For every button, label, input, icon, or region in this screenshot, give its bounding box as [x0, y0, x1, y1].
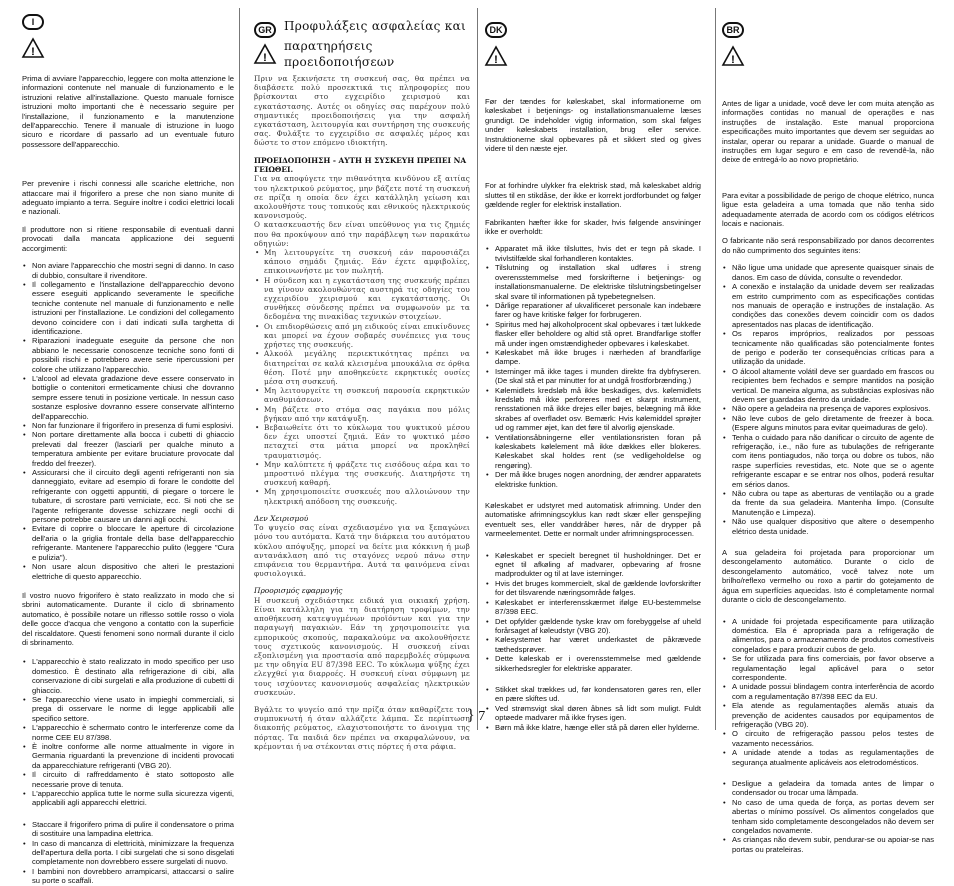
- list-item: • Non far funzionare il frigorifero in presenza di fumi esplosivi.: [22, 421, 234, 430]
- list-item: • Riparazioni inadeguate eseguite da persone che non abbiano le necessarie conoscenze tecniche sono fonti di possibili rischi e potrebbero avere serie ripercussioni per colore che utilizzano l'apparecchio.: [22, 336, 234, 374]
- list-item: • Μη βάζετε στο στόμα σας παγάκια που μόλις βγήκαν από την κατάψυξη.: [254, 405, 470, 423]
- list-item: • Staccare il frigorifero prima di pulire il condensatore o prima di sostituire una lampadina elettrica.: [22, 820, 234, 839]
- svg-text:!: !: [731, 54, 735, 66]
- list-item: • Il circuito di raffreddamento è stato sottoposto alle necessarie prove di tenuta.: [22, 770, 234, 789]
- list-item: • Se for utilizada para fins comerciais, por favor observe a regulamentação legal aplicável para o setor correspondente.: [722, 654, 934, 682]
- list-item: • O álcool altamente volátil deve ser guardado em frascos ou recipientes bem fechados e sempre mantidos na posição vertical. De maneira alguma, as substâncias explosivas não devem ser guardadas dentro da unidade.: [722, 367, 934, 405]
- language-badge-it: I: [22, 14, 44, 30]
- list-item: • Não use qualquer dispositivo que altere o desempenho elétrico desta unidade.: [722, 517, 934, 536]
- column-italian: [22, 0, 234, 886]
- list-item: • Αλκοόλ μεγάλης περιεκτικότητας πρέπει να διατηρείται σε καλά κλεισμένα μπουκάλια σε όρθια θέση. Ποτέ μην αποθηκεύετε εκρηκτικές ουσίες μέσα στη συσκευή.: [254, 349, 470, 386]
- warning-triangle-icon: [22, 38, 44, 58]
- list-item: • Οι επιδιορθώσεις από μη ειδικούς είναι επικίνδυνες και μπορεί να έχουν σοβαρές συνέπειες για τους χρήστες της συσκευής.: [254, 322, 470, 350]
- liability-intro: Il produttore non si ritiene responsabile di eventuali danni provocati dalla mancata applicazione dei seguenti accorgimenti:: [22, 224, 234, 253]
- list-item: • Μην καλύπτετε ή φράζετε τις εισόδους αέρα και το μπροστινό πλέγμα της συσκευής. Διατηρήστε τη συσκευή καθαρή.: [254, 460, 470, 488]
- safety-list: [22, 261, 234, 581]
- svg-text:!: !: [263, 52, 267, 64]
- list-item: • Der må ikke bruges nogen anordning, der ændrer apparatets elektriske funktion.: [485, 470, 701, 489]
- section-heading: ΠΡΟΕΙΔΟΠΟΙΗΣΗ - ΑΥΤΗ Η ΣΥΣΚΕΥΗ ΠΡΕΠΕΙ ΝΑ ΓΕΙΩΘΕΙ.: [254, 155, 467, 175]
- list-item: • Os reparos impróprios, realizados por pessoas tecnicamente não qualificadas são potencialmente fontes de perigo e poderão ter consequências críticas para a utilização da unidade.: [722, 329, 934, 367]
- list-item: • Tilslutning og installation skal udføres i streng overensstemmelse med forskrifterne i betjenings- og installationsmanualerne. De elektriske tilslutningsbetingelser skal svare til informationen på typebetegnelsen.: [485, 263, 701, 301]
- language-badge-br: BR: [722, 22, 744, 38]
- list-item: • Μη χρησιμοποιείτε συσκευές που αλλοιώνουν την ηλεκτρική απόδοση της συσκευής.: [254, 487, 470, 505]
- grounding-warning: Para evitar a possibilidade de perigo de choque elétrico, nunca ligue esta geladeira a uma tomada que não tenha sido adequadamente aterrada de acordo com os códigos elétricos locais e nacionais.: [722, 190, 934, 229]
- list-item: • L'apparecchio applica tutte le norme sulla sicurezza vigenti, applicabili agli apparecchi elettrici.: [22, 789, 234, 808]
- liability-intro: Ο κατασκευαστής δεν είναι υπεύθυνος για τις ζημιές που θα προκύψουν από την παράβλεψη των παρακάτω οδηγιών:: [254, 220, 470, 248]
- usage-list: [722, 617, 934, 768]
- usage-list: [485, 551, 701, 673]
- list-item: • Apparatet må ikke tilsluttes, hvis det er tegn på skade. I tvivlstilfælde skal forhandleren kontaktes.: [485, 244, 701, 263]
- list-item: • Stikket skal trækkes ud, før kondensatoren gøres ren, eller en pære skiftes ud.: [485, 685, 701, 704]
- list-item: • Kølesystemet har været underkastet de påkrævede tæthedsprøver.: [485, 635, 701, 654]
- list-item: • Assicurarsi che il circuito degli agenti refrigeranti non sia danneggiato, evitare ad esempio di forare le condotte del refrigerante con oggetti appuntiti, di piegare o torcere le tubature, di scrostare parti verniciate, ecc. Si noti che se l'agente refrigerante dovesse schizzare negli occhi di persone potrebbe causare un danni agli occhi.: [22, 468, 234, 524]
- page-number-value: 7: [478, 709, 486, 724]
- brace-glyph: }: [467, 707, 475, 724]
- maintenance-list: [22, 820, 234, 886]
- column-divider-2: [477, 8, 478, 730]
- list-item: • Μη λειτουργείτε τη συσκευή παρουσία εκρηκτικών αναθυμιάσεων.: [254, 386, 470, 404]
- list-item: • È inoltre conforme alle norme attualmente in vigore in Germania riguardanti la prevenzione di incidenti provocati da apparecchiature refrigeranti (VBG 20).: [22, 742, 234, 770]
- section-heading: Δεν Χειρισμού: [254, 513, 309, 523]
- intro-paragraph: Πριν να ξεκινήσετε τη συσκευή σας, θα πρέπει να διαβάσετε πολύ προσεκτικά τις πληροφορίες που βρίσκονται στο εγχειρίδιο χειρισμού και εγκατάστασης. Αυτές οι οδηγίες σας παρέχουν πολύ σημαντικές προειδοποιήσεις για την ασφαλή εγκατάσταση, λειτουργία και συντήρηση της συσκευής σας. Φυλάξτε το εγχειρίδιο σε ασφαλές μέρος και δώστε το στον επόμενο ιδιοκτήτη.: [254, 74, 470, 148]
- column-divider-1: [239, 8, 240, 730]
- defrost-paragraph: A sua geladeira foi projetada para proporcionar um descongelamento automático. Durante o ciclo de descongelamento automático, você talvez note um brilho/reflexo vermelho ou roxo a partir do gotejamento de água em superfícies aquecidas. Isto é completamente normal durante o ciclo de descongelamento.: [722, 548, 934, 605]
- list-item: • I bambini non dovrebbero arrampicarsi, attaccarsi o salire su porte o scaffali.: [22, 867, 234, 886]
- safety-list: [254, 248, 470, 506]
- list-item: • Dårlige reparationer af ukvalificeret personale kan indebære farer og have kritiske følger for forbrugeren.: [485, 301, 701, 320]
- list-item: • O circuito de refrigeração passou pelos testes de vazamento necessários.: [722, 729, 934, 748]
- grounding-warning: Για να αποφύγετε την πιθανότητα κινδύνου εξ αιτίας του ηλεκτρικού ρεύματος, μην βάζετε ποτέ τη συσκευή σε πρίζα η οποία δεν έχει κατάλληλη γείωση και ακολουθήστε τους τοπικούς και εθνικούς ηλεκτρικούς κανονισμούς.: [254, 174, 470, 221]
- liability-intro: O fabricante não será responsabilizado por danos decorrentes do não cumprimento dos seguintes itens:: [722, 236, 934, 255]
- list-item: • A conexão e instalação da unidade devem ser realizadas em estrito cumprimento com as especificações contidas nos manuais de operação e instruções de instalação. As condições das conexões devem coincidir com os dados apresentados nas placas de identificação.: [722, 282, 934, 329]
- list-item: • Il collegamento e l'installazione dell'apparecchio devono essere eseguiti applicando severamente le specifiche tecniche contenute nel manuale di funzionamento e nelle istruzioni per l'installazione. Le condizioni del collegamento devono coincidere con i dati indicati sulla targhetta di identificazione.: [22, 280, 234, 336]
- list-item: • Se l'apparecchio viene usato in impieghi commerciali, si prega di osservare le norme di legge applicabili alle specifico settore.: [22, 695, 234, 723]
- list-item: • Køleskabet er specielt beregnet til husholdninger. Det er egnet til afkøling af madvarer, opbevaring af frosne madprodukter og til at lave isterninger.: [485, 551, 701, 579]
- list-item: • A unidade atende a todas as regulamentações de segurança atualmente aplicáveis aos eletrodomésticos.: [722, 748, 934, 767]
- page-title: [284, 18, 470, 70]
- list-item: • L'alcool ad elevata gradazione deve essere conservato in bottiglie o contenitori ermeticamente chiusi che dovranno sempre essere tenuti in posizione verticale. In nessun caso sostanze esplosive dovranno essere conservate all'interno dell'apparecchio.: [22, 374, 234, 421]
- svg-text:!: !: [494, 54, 498, 66]
- page-number: [467, 708, 485, 725]
- list-item: • L'apparecchio è schermato contro le interferenze come da norme CEE EU 87/398.: [22, 723, 234, 742]
- language-badge-gr: GR: [254, 22, 276, 38]
- list-item: • Dette køleskab er i overensstemmelse med gældende sikkerhedsregler for elektriske apparater.: [485, 654, 701, 673]
- list-item: • Det opfylder gældende tyske krav om forebyggelse af uheld forårsaget af køleudstyr (VBG 20).: [485, 617, 701, 636]
- list-item: • Non aviare l'apparecchio che mostri segni di danno. In caso di dubbio, consultare il rivenditore.: [22, 261, 234, 280]
- list-item: • Non portare direttamente alla bocca i cubetti di ghiaccio prelevati dal freezer (lasciarli per qualche minuto a temperatura ambiente per evitare bruciature provocate dal freddo del freezer).: [22, 430, 234, 468]
- list-item: • Ela atende as regulamentações alemãs atuais da prevenção de acidentes causados por equipamentos de refrigeração (VBG 20).: [722, 701, 934, 729]
- column-divider-3: [715, 8, 716, 730]
- language-badge-dk: DK: [485, 22, 507, 38]
- column-danish: [485, 0, 701, 738]
- list-item: • Non usare alcun dispositivo che alteri le prestazioni elettriche di questo apparecchio.: [22, 562, 234, 581]
- warning-triangle-icon: [722, 46, 744, 66]
- defrost-paragraph: Il vostro nuovo frigorifero è stato realizzato in modo che si sbrini automaticamente. Durante il ciclo di sbrinamento automatico, è possibile notare un riflesso sottile rosso o viola delle gocce d'acqua che vengono a contatto con la superficie del riscaldatore. Questi fenomeni sono normali durante il ciclo di sbrinamento.: [22, 590, 234, 647]
- list-item: • Não ligue uma unidade que apresente quaisquer sinais de danos. Em caso de dúvida, consulte o revendedor.: [722, 263, 934, 282]
- liability-intro: Fabrikanten hæfter ikke for skader, hvis følgende ansvininger ikke er overholdt:: [485, 217, 701, 237]
- column-greek: [254, 0, 470, 751]
- list-item: • A unidade foi projetada especificamente para utilização doméstica. Ela é apropriada para a refrigeração de alimentos, para o armazenamento de produtos comestíveis congelados e para produzir cubos de gelo.: [722, 617, 934, 655]
- list-item: • Não opere a geladeira na presença de vapores explosivos.: [722, 404, 934, 413]
- warning-triangle-icon: [254, 44, 276, 64]
- list-item: • Βεβαιωθείτε ότι το κύκλωμα του ψυκτικού μέσου δεν έχει υποστεί ζημιά. Εάν το ψυκτικό μέσο πεταχτεί στα μάτια μπορεί να προκληθεί τραυματισμός.: [254, 423, 470, 460]
- intro-paragraph: Prima di avviare l'apparecchio, leggere con molta attenzione le informazioni contenute nel manuale di funzionamento e le istruzioni relative all'installazione. Questo manuale fornisce istruzioni molto importanti che è necessario seguire per l'installazione, il funzionamento e la manutenzione dell'apparecchio. Tenere il manuale di istruzione in luogo sicuro e ricordare di passarlo ad un eventuale futuro possessore dell'apparecchio.: [22, 74, 234, 149]
- intro-paragraph: Før der tændes for køleskabet, skal informationerne om køleskabet i betjenings- og installationsmanualerne læses grundigt. De indeholder vigtig information, som skal følges under køleskabets installation, brug eller service. Instruktionerne skal opbevares på et sikkert sted og gives videre til den næste ejer.: [485, 97, 701, 154]
- list-item: • Ventilationsåbningerne eller ventilationsristen foran på køleskabets kølelement må ikke dækkes eller blokeres. Køleskabet skal holdes rent (se vedligeholdelse og rengøring).: [485, 433, 701, 471]
- list-item: • Ved strømsvigt skal døren åbnes så lidt som muligt. Fuldt optøede madvarer må ikke fryses igen.: [485, 704, 701, 723]
- list-item: • Spiritus med høj alkoholprocent skal opbevares i tæt lukkede flasker eller beholdere og altid stå opret. Brandfarlige stoffer må under ingen omstændigheder opbevares i køleskabet.: [485, 320, 701, 348]
- maintenance-list: [485, 685, 701, 732]
- maintenance-paragraph: Βγάλτε το ψυγείο από την πρίζα όταν καθαρίζετε τον συμπυκνωτή ή όταν αλλάζετε λάμπα. Σε περίπτωση διακοπής ρεύματος, ελαχιστοποιήστε το άνοιγμα της πόρτας. Τα παιδιά δεν πρέπει να σκαρφαλώνουν, να κρέμονται ή να στέκονται στις πόρτες ή στα ράφια.: [254, 705, 470, 751]
- list-item: • No caso de uma queda de força, as portas devem ser abertas o mínimo possível. Os alimentos congelados que tenham sido completamente descongelados não devem ser congelados novamente.: [722, 798, 934, 836]
- list-item: • Desligue a geladeira da tomada antes de limpar o condensador ou trocar uma lâmpada.: [722, 779, 934, 798]
- list-item: • Tenha o cuidado para não danificar o circuito de agente de refrigeração, i.e., não fure as tubulações de refrigerante com itens pontiagudos, não torça ou dobre os tubos, não raspe superfícies revestidas, etc. Note que se o agente refrigerante escapar e se entrar nos olhos, poderá resultar em sérios danos.: [722, 433, 934, 489]
- list-item: • Η σύνδεση και η εγκατάσταση της συσκευής πρέπει να γίνουν ακολουθώντας αυστηρά τις οδηγίες του εγχειριδίου χειρισμού και εγκατάστασης. Οι συνθήκες σύνδεσης πρέπει να συμφωνούν με τα δεδομένα της πινακίδας τεχνικών στοιχείων.: [254, 276, 470, 322]
- list-item: • Hvis det bruges kommercielt, skal de gældende lovforskrifter for det tilsvarende næringsområde følges.: [485, 579, 701, 598]
- list-item: • Køleskabet er interferensskærmet ifølge EU-bestemmelse 87/398 EEC.: [485, 598, 701, 617]
- list-item: • Evitare di coprire o bloccare le aperture di circolazione dell'aria o la griglia frontale della base dell'apparecchio refrigerante. Mantenere l'apparecchio pulito (leggere "Cura e pulizia").: [22, 524, 234, 562]
- column-portuguese: [722, 0, 934, 854]
- intro-paragraph: Antes de ligar a unidade, você deve ler com muita atenção as informações contidas no manual de operações e nas instruções de instalação. Este manual proporciona especificações muito importantes que devem ser seguidas ao instalar, operar ou reparar a unidade. Guarde o manual de instruções em lugar seguro e em caso de revendê-la, não deixe de entregá-lo ao novo proprietário.: [722, 99, 934, 165]
- list-item: • L'apparecchio è stato realizzato in modo specifico per uso domestico. È destinato alla refrigerazione di cibi, alla conservazione di cibi surgelati e alla produzione di cubetti di ghiaccio.: [22, 657, 234, 695]
- list-item: • Børn må ikke klatre, hænge eller stå på døren eller hylderne.: [485, 723, 701, 732]
- defrost-paragraph: Το ψυγείο σας είναι σχεδιασμένο για να ξεπαγώνει μόνο του αυτόματα. Κατά την διάρκεια του αυτόματου κύκλου απόψυξης, μπορεί να δείτε μια κόκκινη ή μωβ αντανάκλαση από τις σταγόνες νερού πάνω στην επιφάνεια του θερμαντήρα. Αυτά τα φαινόμενα είναι φυσιολογικά.: [254, 523, 470, 579]
- list-item: • Kølemidlets kredsløb må ikke beskadiges, dvs. kølemidlets kredsløb må ikke perforeres med et skarpt instrument, rensstationen må ikke drejes eller bøjes, belægning må ikke skrabes af overfladet osv. Bemærk: Hvis kølemiddel sprøjter ud og rammer øjet, kan det føre til alvorlig øjenskade.: [485, 386, 701, 433]
- title-line-1: Προφυλάξεις ασφαλείας και: [284, 19, 466, 33]
- list-item: • A unidade possui blindagem contra interferência de acordo com a regulamentação 87/398 EEC da EU.: [722, 682, 934, 701]
- list-item: • Não leve cubos de gelo diretamente de freezer à boca. (Espere alguns minutos para evitar queimaduras de gelo).: [722, 414, 934, 433]
- maintenance-list: [722, 779, 934, 854]
- list-item: • As crianças não devem subir, pendurar-se ou apoiar-se nas portas ou prateleiras.: [722, 835, 934, 854]
- list-item: • In caso di mancanza di elettricità, minimizzare la frequenza dell'apertura della porta. I cibi surgelati che si sono disgelati completamente non dovrebbero essere surgelati di nuovo.: [22, 839, 234, 867]
- grounding-warning: Per prevenire i rischi connessi alle scariche elettriche, non attaccare mai il frigorifero a prese che non siano munite di adeguato impianto a terra. Seguire inoltre i codici elettrici locali e nazionali.: [22, 179, 234, 217]
- safety-list: [485, 244, 701, 489]
- list-item: • Não cubra ou tape as aberturas de ventilação ou a grade da frente da sua geladeira. Mantenha limpo. (Consulte Manutenção e Limpeza).: [722, 489, 934, 517]
- warning-triangle-icon: [485, 46, 507, 66]
- list-item: • Køleskabet må ikke bruges i nærheden af brandfarlige dampe.: [485, 348, 701, 367]
- grounding-warning: For at forhindre ulykker fra elektrisk stød, må køleskabet aldrig sluttes til en stikdåse, der ikke er korrekt jordforbundet og følger gældende regler for elektrisk installation.: [485, 181, 701, 210]
- svg-text:!: !: [31, 46, 35, 58]
- list-item: • Isterninger må ikke tages i munden direkte fra dybfryseren. (De skal stå et par minutter for at undgå frostforbrænding.): [485, 367, 701, 386]
- usage-paragraph: Η συσκευή σχεδιάστηκε ειδικά για οικιακή χρήση. Είναι κατάλληλη για τη διατήρηση τροφίμων, την αποθήκευση κατεψυγμένων προϊόντων και για την παραγωγή παγακιών. Εάν τη χρησιμοποιείτε για εμπορικούς σκοπούς, παρακαλούμε να ακολουθήσετε τους σχετικούς κανονισμούς. Η συσκευή είναι εξοπλισμένη για προστασία από παρεμβολές σύμφωνα με την οδηγία EU 87/398 EEC. Το κύκλωμα ψύξης έχει ελεγχθεί για διαρροές. Η συσκευή είναι σύμφωνη με τους ισχύοντες κανονισμούς ασφαλείας ηλεκτρικών συσκευών.: [254, 595, 470, 697]
- usage-list: [22, 657, 234, 808]
- defrost-paragraph: Køleskabet er udstyret med automatisk afrimning. Under den automatiske afrimningscyklus kan rødt skær eller genspejling eventuelt ses, eller vanddråber høres, når de drypper på varmeelementet. Dette er normalt under afrimningsprocessen.: [485, 501, 701, 539]
- safety-list: [722, 263, 934, 536]
- title-line-2: παρατηρήσεις προειδοποιήσεων: [284, 39, 395, 69]
- list-item: • Μη λειτουργείτε τη συσκευή εάν παρουσιάζει κάποιο σημάδι ζημιάς. Εάν έχετε αμφιβολίες, επικοινωνήστε με τον πωλητή.: [254, 248, 470, 276]
- section-heading: Προορισμός εφαρμογής: [254, 586, 343, 596]
